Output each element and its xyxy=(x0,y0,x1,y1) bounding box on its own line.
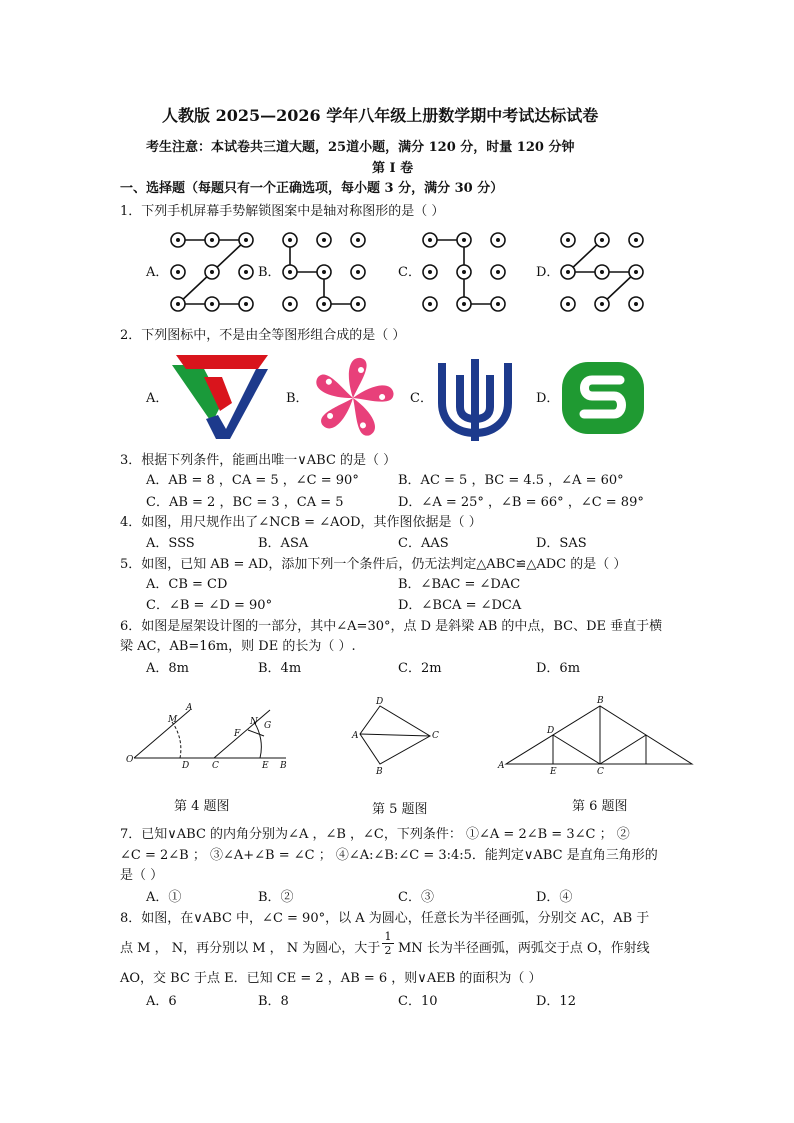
grid-dot-center xyxy=(322,270,326,274)
q5-option-a: A．CB = CD xyxy=(146,577,228,592)
q7-option-c: C．③ xyxy=(398,890,434,905)
grid-dot-center xyxy=(496,270,500,274)
figure-4-angle-construction xyxy=(120,700,300,780)
f4-label-g: G xyxy=(264,721,272,731)
f4-label-d: D xyxy=(182,761,190,771)
grid-dot-center xyxy=(244,238,248,242)
q3-option-d: D．∠A = 25° ，∠B = 66° ，∠C = 89° xyxy=(398,495,644,510)
grid-dot-center xyxy=(210,302,214,306)
q6-stem-line1: 6．如图是屋架设计图的一部分，其中∠A=30°，点 D 是斜梁 AB 的中点，BC、DE 垂直于横 xyxy=(120,619,663,634)
unlock-pattern-b xyxy=(280,230,370,315)
q1-option-b: B． xyxy=(258,265,281,280)
q6-stem-line2: 梁 AC，AB=16m，则 DE 的长为（ ）. xyxy=(120,639,356,654)
grid-dot-center xyxy=(356,270,360,274)
grid-dot-center xyxy=(634,270,638,274)
f4-label-c: C xyxy=(212,761,219,771)
f5-label-a: A xyxy=(352,731,359,741)
f4-label-e: E xyxy=(262,761,269,771)
f5-label-c: C xyxy=(432,731,439,741)
f6-label-e: E xyxy=(550,767,557,777)
q3-stem: 3．根据下列条件，能画出唯一∨ABC 的是（ ） xyxy=(120,453,397,468)
q3-option-b: B．AC = 5 ，BC = 4.5 ，∠A = 60° xyxy=(398,473,624,488)
q8-stem-line2a: 点 M ， N，再分别以 M ， N 为圆心，大于 xyxy=(120,941,381,956)
page-title: 人教版 2025—2026 学年八年级上册数学期中考试达标试卷 xyxy=(162,106,599,125)
grid-dot-center xyxy=(496,238,500,242)
grid-dot-center xyxy=(496,302,500,306)
grid-dot-center xyxy=(322,238,326,242)
q5-stem: 5．如图，已知 AB = AD，添加下列一个条件后，仍无法判定△ABC≌△ADC 的是（ ） xyxy=(120,557,627,572)
f6-label-a: A xyxy=(498,761,505,771)
pinwheel-flower-icon xyxy=(312,357,394,439)
f6-label-d: D xyxy=(547,726,555,736)
grid-dot-center xyxy=(288,270,292,274)
grid-dot-center xyxy=(428,238,432,242)
q4-option-c: C．AAS xyxy=(398,536,449,551)
q1-stem: 1．下列手机屏幕手势解锁图案中是轴对称图形的是（ ） xyxy=(120,204,445,219)
q8-option-d: D．12 xyxy=(536,994,576,1009)
q8-fraction-denominator: 2 xyxy=(384,944,392,957)
q8-fraction xyxy=(382,930,394,957)
grid-dot-center xyxy=(462,238,466,242)
q4-stem: 4．如图，用尺规作出了∠NCB = ∠AOD，其作图依据是（ ） xyxy=(120,515,482,530)
q8-stem-line1: 8．如图，在∨ABC 中，∠C = 90°，以 A 为圆心，任意长为半径画弧，分别交 AC，AB 于 xyxy=(120,911,650,926)
section-heading: 一、选择题（每题只有一个正确选项，每小题 3 分，满分 30 分） xyxy=(120,181,504,196)
grid-dot-center xyxy=(566,270,570,274)
grid-dot-center xyxy=(176,270,180,274)
q1-option-d: D． xyxy=(536,265,560,280)
q7-stem-line3: 是（ ） xyxy=(120,868,164,883)
q8-option-b: B．8 xyxy=(258,994,289,1009)
figure-6-caption: 第 6 题图 xyxy=(572,799,628,814)
q2-stem: 2．下列图标中，不是由全等图形组合成的是（ ） xyxy=(120,328,406,343)
volume-label: 第 I 卷 xyxy=(372,161,414,176)
q2-option-b: B． xyxy=(286,391,309,406)
tsinghua-style-emblem-icon xyxy=(436,357,514,441)
q7-stem-line2: ∠C = 2∠B ； ③∠A+∠B = ∠C ； ④∠A:∠B:∠C = 3:4:5．能判定∨ABC 是直角三角形的 xyxy=(120,848,658,863)
exam-notice: 考生注意：本试卷共三道大题，25道小题，满分 120 分，时量 120 分钟 xyxy=(146,140,575,155)
f5-label-d: D xyxy=(376,697,384,707)
grid-dot-center xyxy=(210,270,214,274)
q1-option-c: C． xyxy=(398,265,421,280)
grid-dot-center xyxy=(566,238,570,242)
q4-option-a: A．SSS xyxy=(146,536,195,551)
f6-label-c: C xyxy=(597,767,604,777)
grid-dot-center xyxy=(634,302,638,306)
q2-option-a: A． xyxy=(146,391,169,406)
grid-dot-center xyxy=(322,302,326,306)
q3-option-a: A．AB = 8 ，CA = 5 ，∠C = 90° xyxy=(146,473,359,488)
q2-option-d: D． xyxy=(536,391,560,406)
q7-option-a: A．① xyxy=(146,890,182,905)
q6-option-d: D．6m xyxy=(536,661,581,676)
q6-option-b: B．4m xyxy=(258,661,302,676)
figure-5-kite xyxy=(350,696,440,776)
q8-option-a: A．6 xyxy=(146,994,177,1009)
f4-label-o: O xyxy=(126,755,134,765)
q8-fraction-numerator: 1 xyxy=(382,930,394,944)
grid-dot-center xyxy=(428,270,432,274)
figure-5-caption: 第 5 题图 xyxy=(372,802,428,817)
unlock-pattern-a xyxy=(168,230,258,315)
grid-dot-center xyxy=(176,238,180,242)
q3-option-c: C．AB = 2 ，BC = 3 ，CA = 5 xyxy=(146,495,344,510)
triangle-logo-icon xyxy=(172,355,268,439)
grid-dot-center xyxy=(428,302,432,306)
grid-dot-center xyxy=(176,302,180,306)
grid-dot-center xyxy=(288,238,292,242)
grid-dot-center xyxy=(356,238,360,242)
grid-dot-center xyxy=(210,238,214,242)
f4-label-b: B xyxy=(280,761,287,771)
f6-label-b: B xyxy=(597,696,604,706)
f4-label-a: A xyxy=(186,703,193,713)
q6-option-c: C．2m xyxy=(398,661,442,676)
q5-option-d: D．∠BCA = ∠DCA xyxy=(398,598,522,613)
s-shape-logo-icon xyxy=(562,362,644,434)
grid-dot-center xyxy=(356,302,360,306)
q7-option-b: B．② xyxy=(258,890,294,905)
f4-label-n: N xyxy=(250,717,258,727)
q4-option-b: B．ASA xyxy=(258,536,309,551)
q5-option-c: C．∠B = ∠D = 90° xyxy=(146,598,273,613)
q4-option-d: D．SAS xyxy=(536,536,587,551)
q2-option-c: C． xyxy=(410,391,433,406)
f4-label-f: F xyxy=(234,729,241,739)
q8-stem-line3: AO，交 BC 于点 E．已知 CE = 2 ，AB = 6 ，则∨AEB 的面积为（ ） xyxy=(120,971,542,986)
grid-dot-center xyxy=(566,302,570,306)
unlock-pattern-d xyxy=(558,230,648,315)
q1-option-a: A． xyxy=(146,265,169,280)
grid-dot-center xyxy=(462,302,466,306)
q6-option-a: A．8m xyxy=(146,661,189,676)
grid-dot-center xyxy=(634,238,638,242)
grid-dot-center xyxy=(288,302,292,306)
q7-stem-line1: 7．已知∨ABC 的内角分别为∠A ，∠B ，∠C，下列条件： ①∠A = 2∠B = 3∠C ； ② xyxy=(120,827,630,842)
q5-option-b: B．∠BAC = ∠DAC xyxy=(398,577,521,592)
q7-option-d: D．④ xyxy=(536,890,573,905)
grid-dot-center xyxy=(600,270,604,274)
unlock-pattern-c xyxy=(420,230,510,315)
grid-dot-center xyxy=(600,238,604,242)
q8-stem-line2b: MN 长为半径画弧，两弧交于点 O，作射线 xyxy=(398,941,650,956)
grid-dot-center xyxy=(244,270,248,274)
grid-dot-center xyxy=(462,270,466,274)
figure-4-caption: 第 4 题图 xyxy=(174,799,230,814)
figure-6-roof-truss xyxy=(496,696,696,780)
f4-label-m: M xyxy=(168,715,178,725)
f5-label-b: B xyxy=(376,767,383,777)
q8-option-c: C．10 xyxy=(398,994,438,1009)
grid-dot-center xyxy=(600,302,604,306)
grid-dot-center xyxy=(244,302,248,306)
